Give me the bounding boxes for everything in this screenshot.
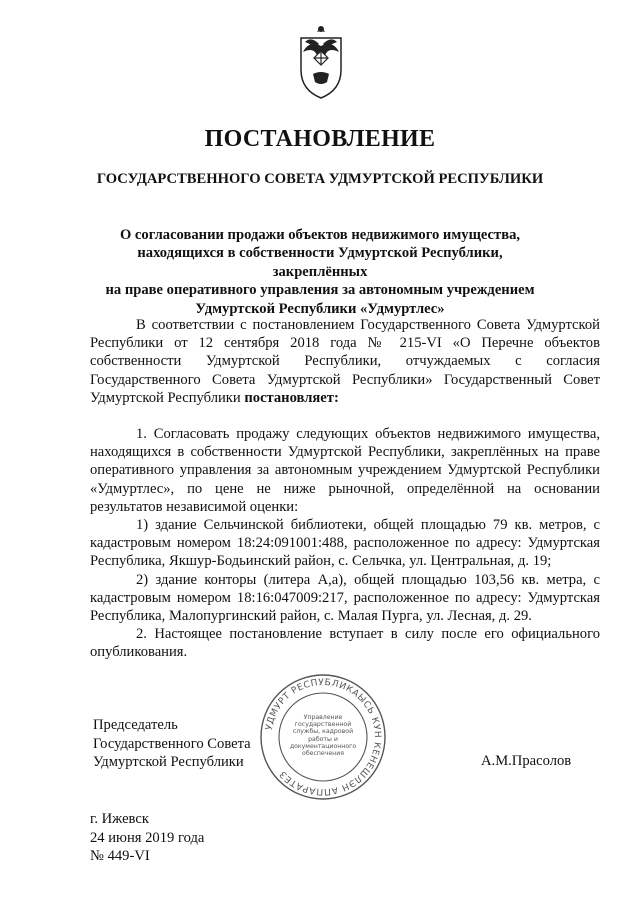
document-type-title: ПОСТАНОВЛЕНИЕ (204, 126, 436, 152)
preamble-colon: : (333, 389, 339, 406)
document-body (90, 316, 600, 662)
stamp-center-text: Управление государственной службы, кадровой работы и документационного обеспечения (289, 714, 357, 758)
sub-item-1-paragraph: 1) здание Сельчинской библиотеки, общей площадью 79 кв. метров, с кадастровым номером 18:24:091001:488, расположенное по адресу: Удмуртская Республика, Якшур-Бодьинский район, с. Сельчка, ул. Центральная, д. 19; (90, 517, 600, 570)
stamp-ring-text: УДМУРТ РЕСПУБЛИКАЫСЬ КУН КЕНЕШЛЭН АППАРАТЕЗ (264, 677, 383, 797)
subject-line: О согласовании продажи объектов недвижимого имущества, (119, 227, 521, 243)
sub-item-2-paragraph: 2) здание конторы (литера А,а), общей площадью 103,56 кв. метра, с кадастровым номером 18:16:047009:217, расположенное по адресу: Удмуртская Республика, Малопургинский район, с. Малая Пурга, ул. Лесная, д. 29. (90, 571, 600, 625)
issuer-title: ГОСУДАРСТВЕННОГО СОВЕТА УДМУРТСКОЙ РЕСПУБЛИКИ (96, 171, 544, 187)
subject-line: находящихся в собственности Удмуртской Республики, закреплённых (137, 245, 503, 280)
preamble-text: В соответствии с постановлением Государственного Совета Удмуртской Республики от 12 сентября 2018 года № 215-VI «О Перечне объектов собственности Удмуртской Республики, отчуждаемых с согласия Государственного Совета Удмуртской Республики» Государственный Совет Удмуртской Республики (90, 317, 600, 406)
resolution-verb: постановляет (244, 389, 334, 406)
signer-title-line: Государственного Совета (93, 735, 251, 752)
subject-line: Удмуртской Республики «Удмуртлес» (195, 300, 445, 317)
place-date-block (90, 810, 204, 866)
preamble-paragraph (90, 316, 600, 407)
item-2-paragraph: 2. Настоящее постановление вступает в силу после его официального опубликования. (90, 626, 600, 661)
signer-title-block (93, 716, 251, 772)
subject-line: на праве оперативного управления за автономным учреждением (105, 282, 535, 299)
item-1-paragraph: 1. Согласовать продажу следующих объектов недвижимого имущества, находящихся в собственности Удмуртской Республики, закреплённых на праве оперативного управления за автономным учреждением Удмуртской Республики «Удмуртлес», по цене не ниже рыночной, определённой на основании результатов независимой оценки: (90, 426, 600, 515)
document-subject (90, 226, 550, 318)
signer-name: А.М.Прасолов (481, 753, 572, 769)
city: г. Ижевск (90, 811, 149, 827)
signer-title-line: Председатель (93, 717, 178, 733)
coat-of-arms-emblem (293, 18, 349, 102)
document-number: № 449-VI (90, 848, 150, 865)
official-stamp (258, 672, 388, 802)
signer-title-line: Удмуртской Республики (93, 754, 244, 771)
adoption-date: 24 июня 2019 года (90, 829, 205, 846)
